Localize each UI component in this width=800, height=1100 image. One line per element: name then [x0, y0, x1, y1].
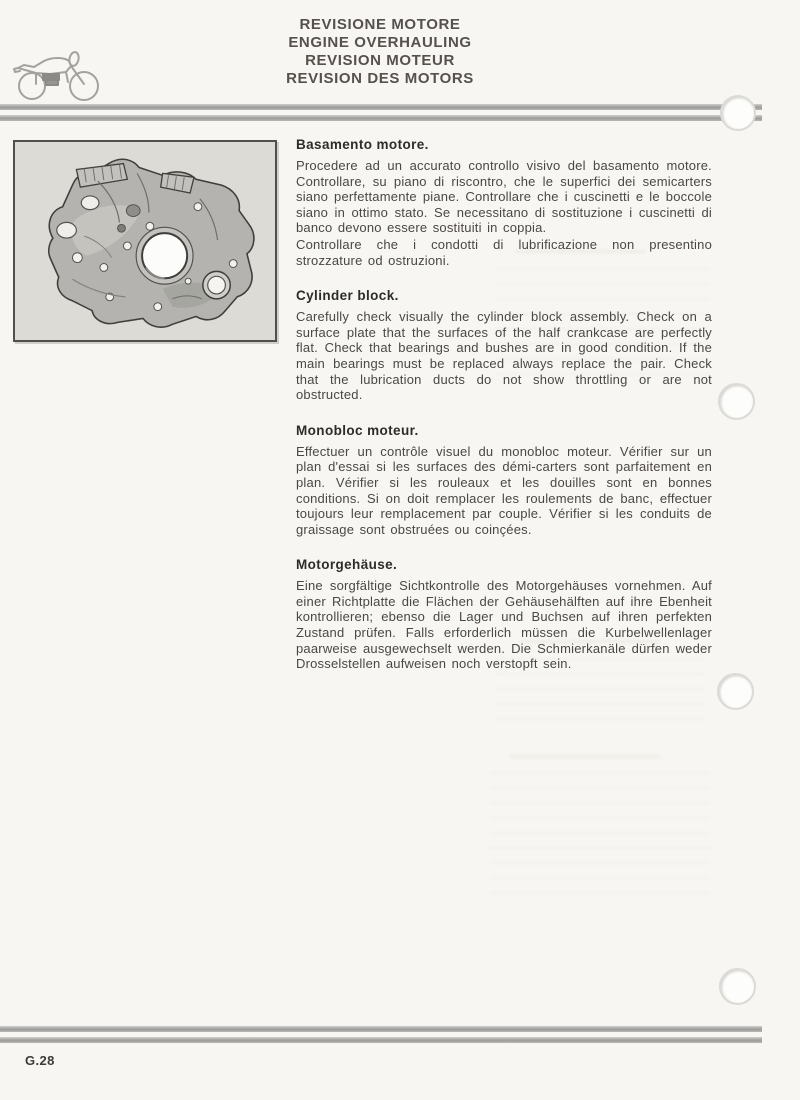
section-heading: Cylinder block. — [296, 288, 399, 304]
binder-hole — [719, 968, 756, 1005]
bleed-through-text — [490, 772, 710, 902]
crankcase-figure — [13, 140, 277, 342]
section-italian — [296, 137, 712, 268]
section-paragraph: Effectuer un contrôle visuel du monobloc moteur. Vérifier sur un plan d'essai si les surfaces des démi-carters sont parfaitement en plan. Vérifier si les rouleaux et les douilles sont en bonnes conditions. Si on doit remplacer les roulements de banc, effectuer toujours leur remplacement par couple. Vérifier si les conduits de graissage sont obstruées ou coinçées. — [296, 443, 712, 537]
bottom-stripe-band — [0, 1026, 762, 1044]
page-number: G.28 — [25, 1053, 55, 1068]
section-paragraph: Procedere ad un accurato controllo visivo del basamento motore. Controllare, su piano di riscontro, che le superfici dei semicarters siano perfettamente piane. Controllare che i cuscinetti e le boccole siano in ottimo stato. Se necessitano di sostituzione i cuscinetti di banco devono essere sostituiti in coppia. — [296, 158, 712, 236]
section-heading: Monobloc moteur. — [296, 422, 419, 438]
section-french — [296, 423, 712, 538]
content-column — [296, 137, 712, 692]
title-italian: REVISIONE MOTORE — [299, 16, 461, 33]
bleed-through-text — [510, 755, 660, 769]
section-german — [296, 557, 712, 672]
section-paragraph: Controllare che i condotti di lubrificazione non presentino strozzature od ostruzioni. — [296, 236, 712, 268]
title-english: ENGINE OVERHAULING — [288, 34, 472, 51]
binder-hole — [720, 95, 756, 131]
page-title — [170, 16, 590, 88]
binder-hole — [717, 673, 754, 710]
top-stripe-band — [0, 104, 762, 122]
stripe-bar — [0, 1037, 762, 1043]
motorcycle-icon — [10, 42, 106, 102]
section-paragraph: Carefully check visually the cylinder block assembly. Check on a surface plate that the surfaces of the half crankcase are perfectly flat. Check that bearings and bushes are in good condition. If the main bearings must be replaced always replace the pair. Check that the lubrication ducts do not show throttling or are not obstructed. — [296, 309, 712, 403]
stripe-bar — [0, 115, 762, 121]
section-paragraph: Eine sorgfältige Sichtkontrolle des Motorgehäuses vornehmen. Auf einer Richtplatte die Flächen der Gehäusehälften auf ihre Ebenheit kontrollieren; ebenso die Lager und Buchsen auf ihren perfekten Zustand prüfen. Falls erforderlich müssen die Kurbelwellenlager paarweise ausgewechselt werden. Die Schmierkanäle dürfen weder Drosselstellen aufweisen noch verstopft sein. — [296, 578, 712, 672]
section-heading: Basamento motore. — [296, 137, 429, 152]
title-french: REVISION MOTEUR — [305, 52, 455, 69]
section-heading: Motorgehäuse. — [296, 557, 398, 573]
binder-hole — [718, 383, 755, 420]
section-english — [296, 288, 712, 403]
title-german: REVISION DES MOTORS — [286, 70, 474, 87]
